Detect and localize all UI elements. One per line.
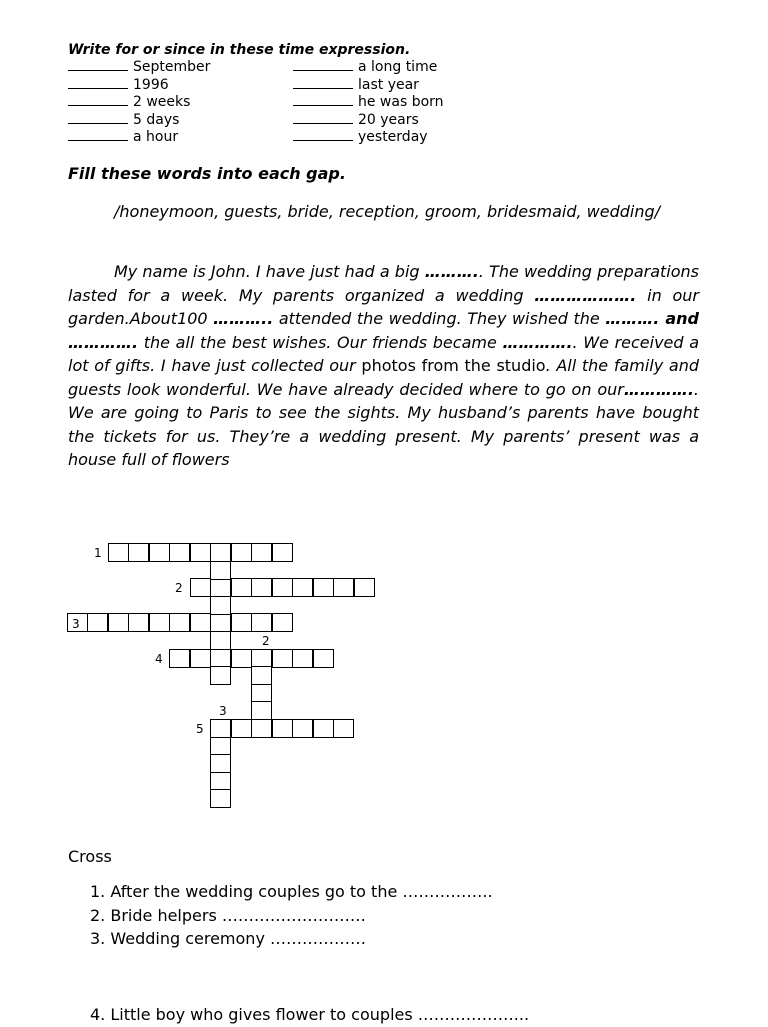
crossword-cell[interactable] (272, 719, 293, 738)
crossword-cell[interactable] (210, 631, 231, 650)
list-item: last year (293, 77, 444, 95)
gap-1[interactable]: ………. (424, 262, 479, 281)
crossword-cell[interactable] (272, 543, 293, 562)
crossword-cell[interactable] (149, 613, 170, 632)
crossword-cell[interactable] (210, 772, 231, 791)
crossword-cell[interactable] (231, 578, 252, 597)
answer-blank[interactable] (68, 77, 128, 89)
answer-blank[interactable] (293, 59, 353, 71)
crossword-cell[interactable] (313, 649, 334, 668)
answer-blank[interactable] (68, 129, 128, 141)
clue-list-continued (90, 1003, 529, 1027)
clue-number: 1 (94, 546, 102, 560)
crossword-cell[interactable] (272, 649, 293, 668)
crossword-cell[interactable] (231, 649, 252, 668)
gap-2[interactable]: ………………. (534, 285, 637, 305)
crossword-cell[interactable] (210, 649, 231, 668)
crossword-cell[interactable] (354, 578, 375, 597)
crossword-cell[interactable] (210, 789, 231, 808)
crossword-cell[interactable] (190, 578, 211, 597)
answer-blank[interactable] (68, 59, 128, 71)
crossword-cell[interactable] (190, 613, 211, 632)
crossword-cell[interactable] (169, 543, 190, 562)
clues-title: Cross (68, 847, 112, 866)
list-item: 20 years (293, 112, 444, 130)
crossword-cell[interactable] (231, 719, 252, 738)
list-item: a long time (293, 59, 444, 77)
word-bank: /honeymoon, guests, bride, reception, groom, bridesmaid, wedding/ (114, 202, 661, 221)
list-item: a hour (68, 129, 210, 147)
crossword-cell[interactable] (210, 719, 231, 738)
crossword-cell[interactable] (190, 543, 211, 562)
gap-3[interactable]: ……….. (213, 309, 274, 328)
crossword-cell[interactable] (251, 578, 272, 597)
answer-blank[interactable] (68, 94, 128, 106)
crossword-cell[interactable] (210, 578, 231, 597)
exercise1-title: Write for or since in these time expression. (68, 42, 411, 58)
answer-blank[interactable] (293, 112, 353, 124)
crossword-cell[interactable] (333, 578, 354, 597)
answer-blank[interactable] (293, 94, 353, 106)
crossword-cell[interactable] (313, 578, 334, 597)
crossword-cell[interactable] (128, 613, 149, 632)
list-item: 4. Little boy who gives flower to couples ………………... (90, 1005, 530, 1024)
crossword-cell[interactable] (272, 578, 293, 597)
answer-blank[interactable] (293, 77, 353, 89)
clue-number: 2 (175, 581, 183, 595)
list-item: 2 weeks (68, 94, 210, 112)
crossword-cell[interactable] (251, 719, 272, 738)
crossword-cell[interactable] (128, 543, 149, 562)
crossword-cell[interactable] (292, 719, 313, 738)
story-paragraph: My name is John. I have just had a big ……….. The wedding preparations lasted for a week. My parents organized a wedding ………………. in our garden.About100 ……….. attended the wedding. They wished the ………. and …………. the all the best wishes. Our friends became ………….. We received a lot of gifts. I have just collected our photos from the studio. All the family and guests look wonderful. We have already decided where to go on our………….. We are going to Paris to see the sights. My husband’s parents have bought the tickets for us. They’re a wedding present. My parents’ present was a house full of flowers (68, 262, 700, 469)
gap-5[interactable]: …………. (68, 332, 139, 352)
exercise2-title: Fill these words into each gap. (68, 164, 346, 183)
crossword-cell[interactable] (169, 649, 190, 668)
answer-blank[interactable] (68, 112, 128, 124)
gap-4[interactable]: ………. (605, 309, 660, 328)
crossword-cell[interactable] (251, 701, 272, 720)
crossword-cell[interactable] (272, 613, 293, 632)
clue-number: 3 (219, 704, 227, 718)
crossword-cell[interactable] (149, 543, 170, 562)
crossword-cell[interactable] (108, 613, 129, 632)
crossword-cell[interactable] (87, 613, 108, 632)
crossword-cell[interactable] (251, 684, 272, 703)
crossword-cell[interactable] (292, 578, 313, 597)
crossword-cell[interactable] (108, 543, 129, 562)
crossword-cell[interactable] (210, 613, 231, 632)
crossword-cell[interactable] (169, 613, 190, 632)
crossword-cell[interactable] (251, 649, 272, 668)
list-item: 2. Bride helpers ……………………… (90, 905, 366, 925)
clue-number: 2 (262, 634, 270, 648)
exercise1-left-column (68, 59, 210, 147)
list-item: yesterday (293, 129, 444, 147)
list-item: 1. After the wedding couples go to the …………….. (90, 882, 493, 901)
crossword-cell[interactable] (251, 613, 272, 632)
clue-list (90, 880, 493, 951)
crossword-cell[interactable] (210, 596, 231, 615)
crossword-cell[interactable] (210, 737, 231, 756)
list-item: he was born (293, 94, 444, 112)
gap-7[interactable]: …………. (623, 379, 694, 399)
crossword-cell[interactable] (313, 719, 334, 738)
crossword-cell[interactable] (210, 754, 231, 773)
crossword-cell[interactable] (251, 543, 272, 562)
list-item: 1996 (68, 77, 210, 95)
clue-number: 5 (196, 722, 204, 736)
list-item: September (68, 59, 210, 77)
crossword-cell[interactable] (210, 666, 231, 685)
crossword-cell[interactable] (190, 649, 211, 668)
crossword-cell[interactable] (210, 543, 231, 562)
answer-blank[interactable] (293, 129, 353, 141)
gap-6[interactable]: …………. (502, 332, 573, 352)
list-item: 3. Wedding ceremony ……………… (90, 929, 366, 948)
crossword-cell[interactable] (210, 561, 231, 580)
crossword-cell[interactable] (251, 666, 272, 685)
exercise1-right-column (293, 59, 444, 147)
clue-number: 4 (155, 652, 163, 666)
crossword-cell[interactable] (231, 613, 252, 632)
crossword-cell[interactable] (231, 543, 252, 562)
crossword-cell[interactable] (292, 649, 313, 668)
crossword-cell[interactable] (333, 719, 354, 738)
list-item: 5 days (68, 112, 210, 130)
clue-number: 3 (72, 617, 80, 631)
